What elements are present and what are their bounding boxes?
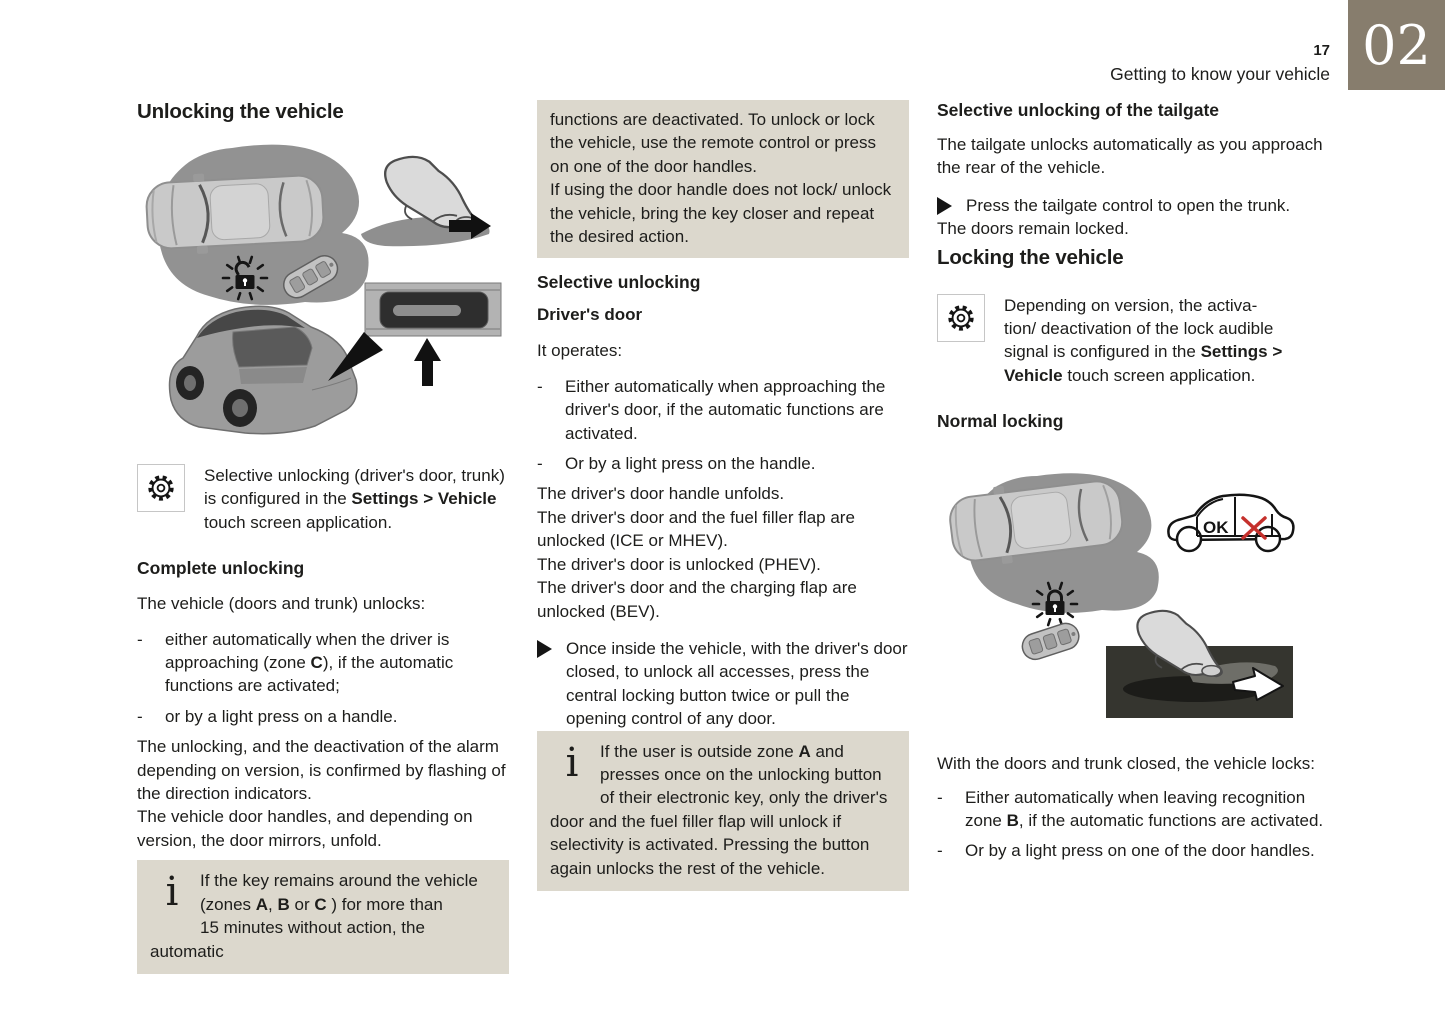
subheading-selective-unlocking: Selective unlocking <box>537 272 701 293</box>
list-item: - or by a light press on a handle. <box>137 705 509 728</box>
tailgate-paragraph: The tailgate unlocks automatically as you approach the rear of the vehicle. <box>937 135 1323 178</box>
paragraph: The driver's door is unlocked (PHEV). <box>537 554 821 574</box>
list-item: - Or by a light press on one of the door handles. <box>937 839 1331 862</box>
column-middle <box>537 100 909 891</box>
complete-unlocking-intro: The vehicle (doors and trunk) unlocks: <box>137 594 426 614</box>
settings-note <box>137 464 509 534</box>
section-title: Getting to know your vehicle <box>1110 64 1330 84</box>
info-box <box>137 860 509 974</box>
dash-marker: - <box>137 706 143 726</box>
gear-icon <box>137 464 185 512</box>
action-instruction: Once inside the vehicle, with the driver's door closed, to unlock all accesses, press the central locking button twice or pull the opening control of any door. <box>537 637 909 731</box>
dash-marker: - <box>937 787 943 807</box>
locks-intro: With the doors and trunk closed, the vehicle locks: <box>937 754 1315 774</box>
subheading-complete-unlocking: Complete unlocking <box>137 558 305 579</box>
settings-note-text: Depending on version, the activa- tion/ deactivation of the lock audible signal is configured in the Settings > Vehicle touch screen application. <box>1004 295 1283 385</box>
info-box-text: If using the door handle does not lock/ unlock the vehicle, bring the key closer and repeat the desired action. <box>550 180 892 247</box>
locking-illustration <box>937 442 1331 742</box>
subheading-drivers-door: Driver's door <box>537 305 643 325</box>
paragraph: The vehicle door handles, and depending on version, the door mirrors, unfold. <box>137 807 473 850</box>
paragraph: The driver's door and the fuel filler flap are unlocked (ICE or MHEV). <box>537 507 855 551</box>
dash-marker: - <box>137 629 143 649</box>
info-icon: i <box>565 739 579 786</box>
unlocking-illustration <box>137 138 509 456</box>
door-handle-closeup <box>365 283 501 336</box>
drivers-door-intro: It operates: <box>537 341 623 361</box>
action-instruction: Press the tailgate control to open the trunk. <box>937 194 1331 217</box>
info-box-continued <box>537 100 909 258</box>
pointer-arrow-up <box>414 338 441 386</box>
action-arrow-icon <box>937 197 952 215</box>
paragraph: The unlocking, and the deactivation of the alarm depending on version, is confirmed by flashing of the direction indicators. <box>137 737 506 804</box>
info-box-text: If the key remains around the vehicle (zones A, B or C ) for more than 15 minutes without action, the automatic <box>150 871 478 961</box>
selective-locking-diagram <box>1168 495 1293 551</box>
subheading-normal-locking: Normal locking <box>937 411 1064 432</box>
doors-remain-locked: The doors remain locked. <box>937 219 1129 239</box>
locking-list <box>937 786 1331 863</box>
list-item: - either automatically when the driver is approaching (zone C), if the automatic functions are activated; <box>137 628 509 698</box>
page-number: 17 <box>1313 42 1330 59</box>
list-item: - Either automatically when leaving recognition zone B, if the automatic functions are activated. <box>937 786 1331 833</box>
action-arrow-icon <box>537 640 552 658</box>
remote-key-icon <box>1019 620 1082 663</box>
dash-marker: - <box>537 376 543 396</box>
unlock-results <box>537 482 909 622</box>
car-rear-view <box>170 306 357 433</box>
dash-marker: - <box>537 454 543 474</box>
paragraph: The driver's door handle unfolds. <box>537 484 785 504</box>
list-item: - Or by a light press on the handle. <box>537 452 909 475</box>
drivers-door-list <box>537 375 909 476</box>
complete-unlocking-list <box>137 628 509 729</box>
heading-unlocking-the-vehicle: Unlocking the vehicle <box>137 100 344 123</box>
info-box-text: If the user is outside zone A and presses once on the unlocking button of their electronic key, only the driver's door and the fuel filler flap will unlock if selectivity is activated. Pressing the button again unlocks the rest of the vehicle. <box>550 741 888 878</box>
settings-note <box>937 294 1331 388</box>
heading-locking-the-vehicle: Locking the vehicle <box>937 245 1124 269</box>
subheading-selective-unlocking-tailgate: Selective unlocking of the tailgate <box>937 100 1220 120</box>
settings-note-text: Selective unlocking (driver's door, trunk) is configured in the Settings > Vehicle touch screen application. <box>204 466 505 532</box>
list-item: - Either automatically when approaching the driver's door, if the automatic functions are activated. <box>537 375 909 445</box>
hand-press-illustration <box>385 157 477 229</box>
ok-label: OK <box>1203 518 1229 538</box>
column-left <box>137 100 509 974</box>
door-handle-press-photo <box>1106 611 1293 718</box>
column-right <box>937 100 1331 870</box>
gear-icon <box>937 294 985 342</box>
info-box <box>537 731 909 891</box>
info-icon: i <box>165 869 179 916</box>
dash-marker: - <box>937 841 943 861</box>
chapter-badge: 02 <box>1348 0 1445 90</box>
info-box-text: functions are deactivated. To unlock or lock the vehicle, use the remote control or press on one of the door handles. <box>550 110 876 176</box>
paragraph: The driver's door and the charging flap are unlocked (BEV). <box>537 578 857 621</box>
